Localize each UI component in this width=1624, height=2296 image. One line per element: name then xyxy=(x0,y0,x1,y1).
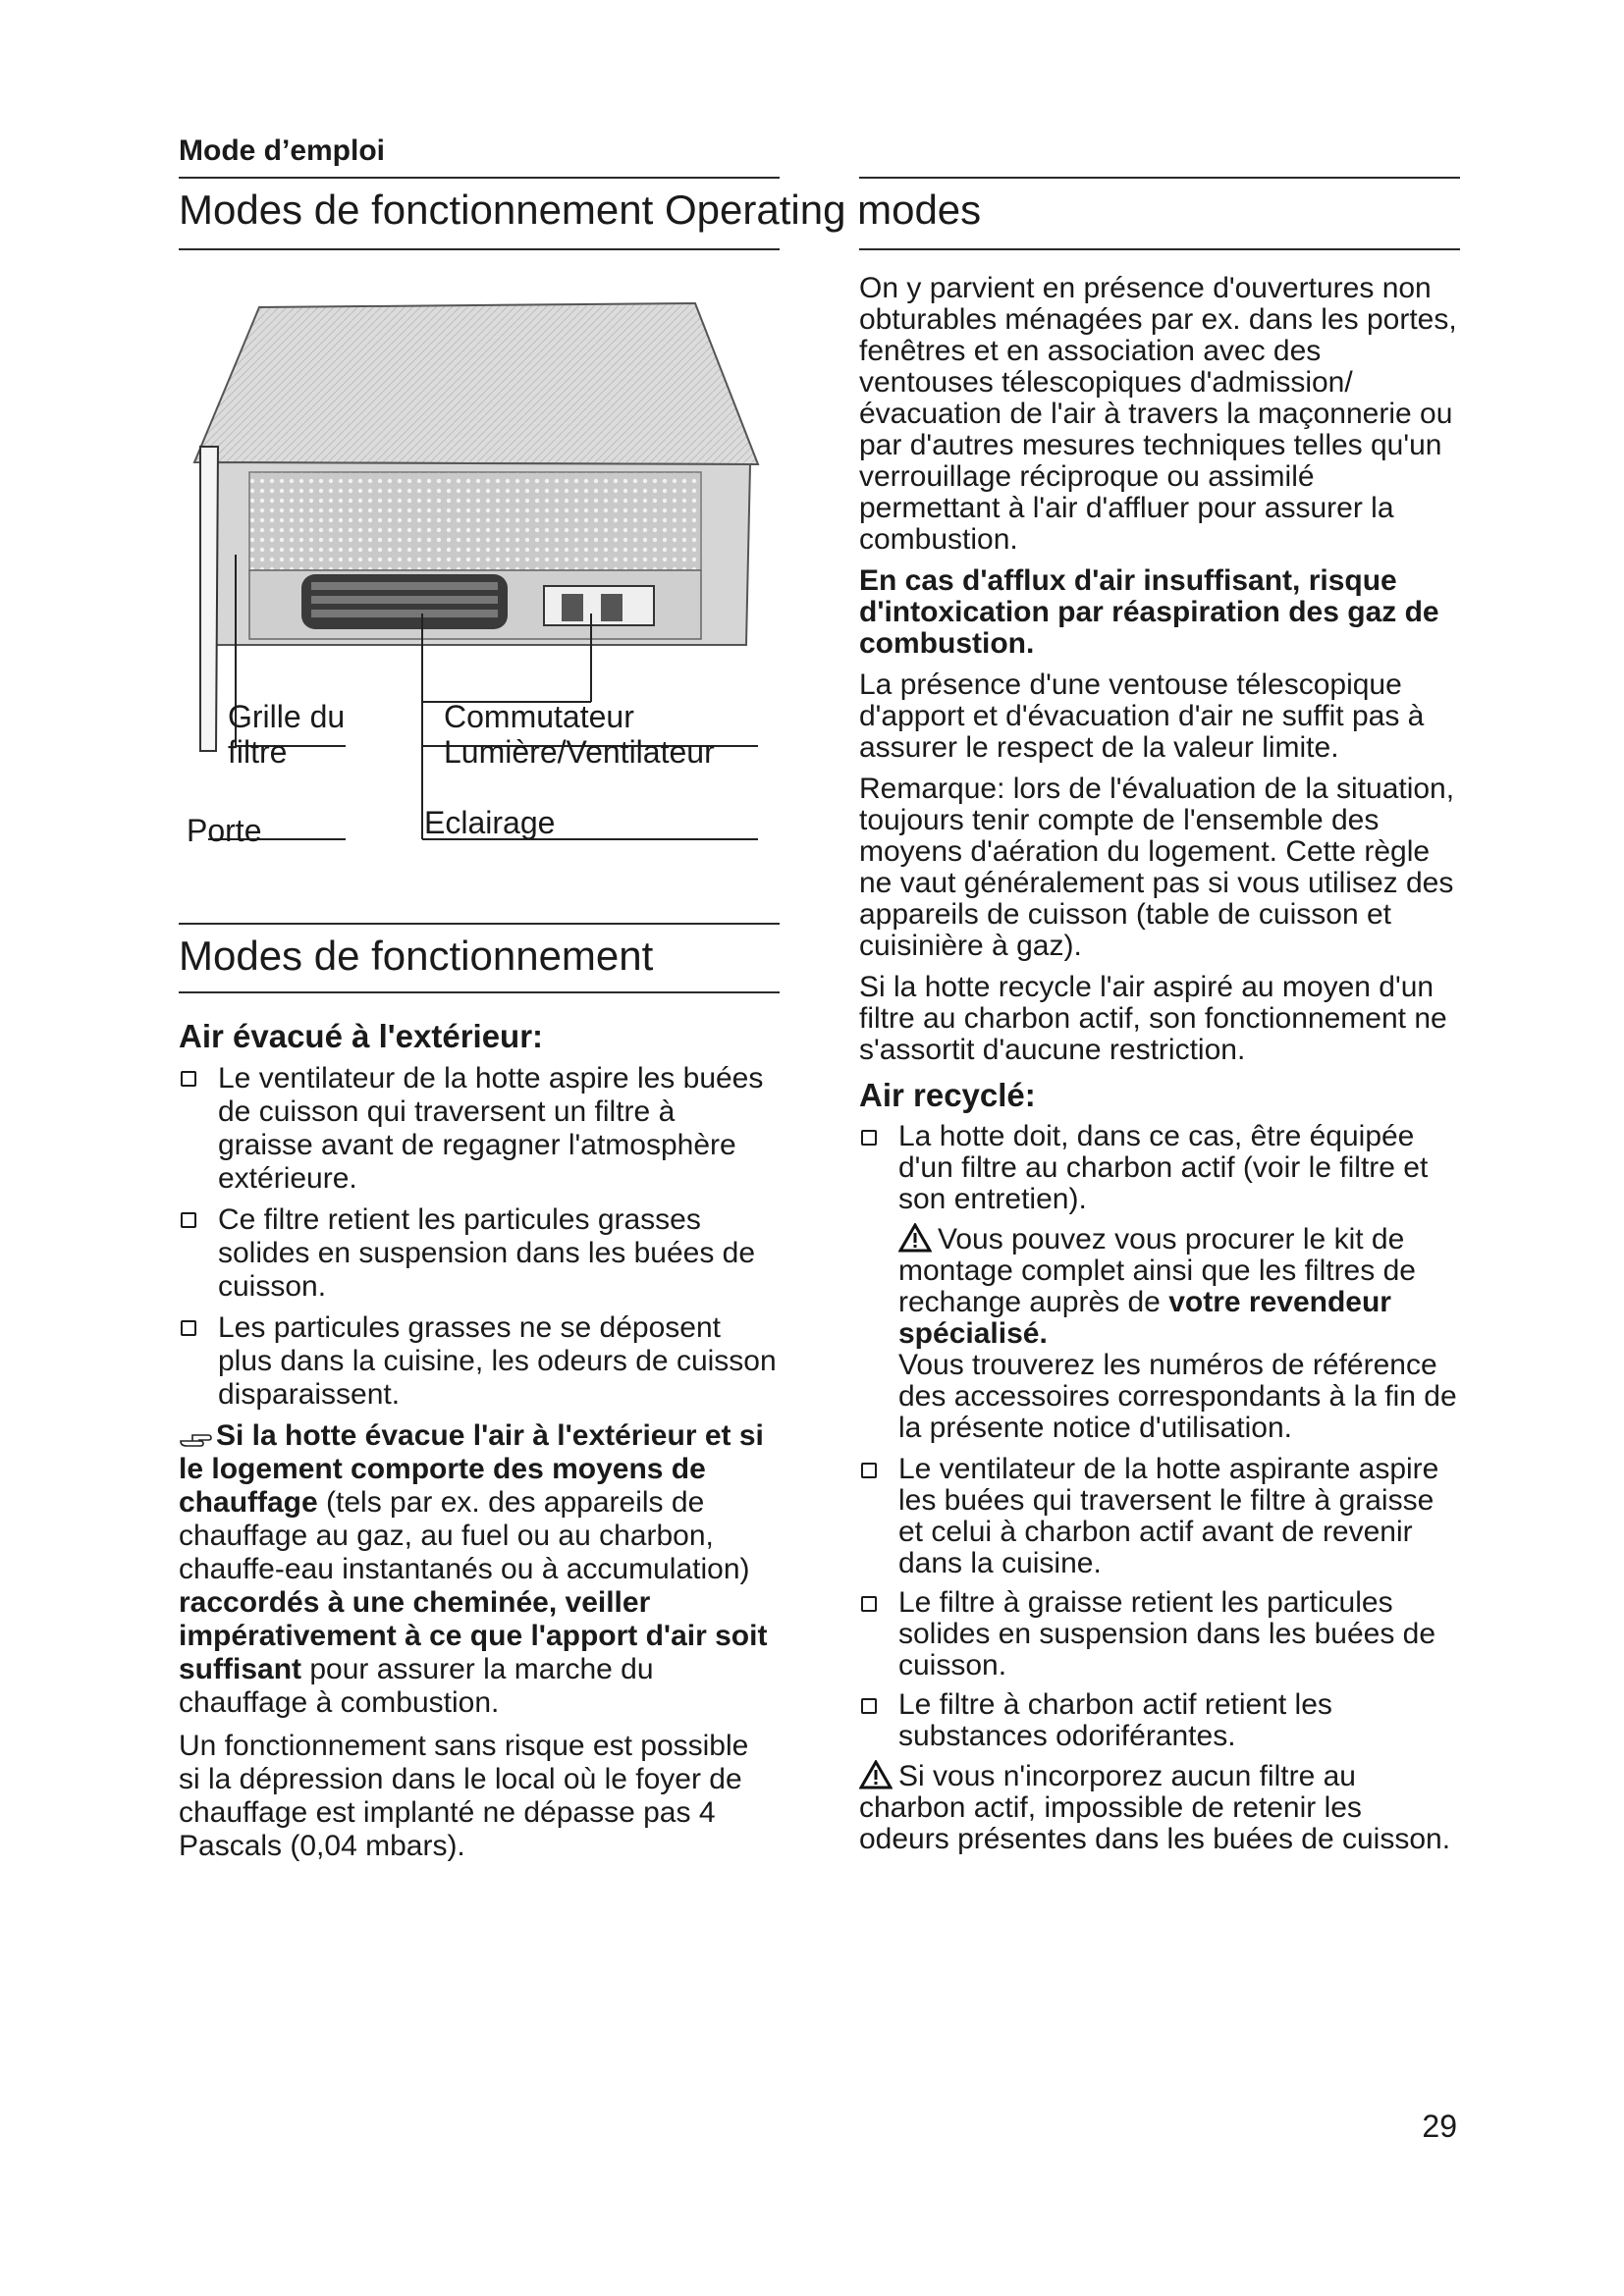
page-number: 29 xyxy=(1422,2109,1457,2144)
list-item: Ce filtre retient les particules grasses solides en suspension dans les buées de cuisson. xyxy=(179,1203,778,1304)
list-item: La hotte doit, dans ce cas, être équipée d'un filtre au charbon actif (voir le filtre et son entretien). xyxy=(859,1121,1458,1215)
label-filter-grid: Grille du filtre xyxy=(228,699,346,770)
checkbox-bullet-icon xyxy=(861,1130,877,1146)
warning-triangle-icon xyxy=(859,1760,893,1789)
title-rule-right xyxy=(859,248,1460,250)
section-rule-bottom xyxy=(179,991,780,993)
title-rule-left xyxy=(179,248,780,250)
checkbox-bullet-icon xyxy=(861,1596,877,1612)
header-rule-left xyxy=(179,177,780,179)
paragraph: On y parvient en présence d'ouvertures non obturables ménagées par ex. dans les portes, fenêtres et en association avec des ventouses télescopiques d'admission/ évacuation de l'air à travers la maçonnerie ou par d'autres mesures techniques telles qu'un verrouillage réciproque ou assimilé permettant à l'air d'affluer pour assurer la combustion. xyxy=(859,272,1457,556)
paragraph: Remarque: lors de l'évaluation de la situation, toujours tenir compte de l'ensemble des moyens d'aération du logement. Cette règle ne vaut généralement pas si vous utilisez des appareils de cuisson (table de cuisson et cuisinière à gaz). xyxy=(859,773,1455,962)
paragraph: Si la hotte recycle l'air aspiré au moyen d'un filtre au charbon actif, son fonctionnement ne s'assortit d'aucune restriction. xyxy=(859,971,1447,1066)
section-rule-top xyxy=(179,923,780,925)
checkbox-bullet-icon xyxy=(181,1071,196,1087)
section-label: Mode d’emploi xyxy=(179,134,385,167)
list-item: Le filtre à charbon actif retient les substances odoriférantes. xyxy=(859,1689,1458,1752)
heating-note: Si la hotte évacue l'air à l'extérieur et si le logement comporte des moyens de chauffage (tels par ex. des appareils de chauffage au gaz, au fuel ou au charbon, chauffe-eau instantanés ou à accumulation) raccordés à une cheminée, veiller impérativement à ce que l'apport d'air soit suffisant pour assurer la marche du chauffage à combustion. xyxy=(179,1419,768,1719)
recycle-heading: Air recyclé: xyxy=(859,1077,1036,1113)
list-item: Le filtre à graisse retient les particules solides en suspension dans les buées de cuisson. xyxy=(859,1587,1458,1682)
range-hood-illustration xyxy=(179,290,780,859)
label-door: Porte xyxy=(187,813,262,848)
risk-free-paragraph: Un fonctionnement sans risque est possible si la dépression dans le local où le foyer de chauffage est implanté ne dépasse pas 4 Pascals (0,04 mbars). xyxy=(179,1730,749,1862)
checkbox-bullet-icon xyxy=(181,1212,196,1228)
checkbox-bullet-icon xyxy=(181,1320,196,1336)
pointing-hand-icon xyxy=(179,1427,212,1449)
page-title: Modes de fonctionnement Operating modes xyxy=(179,187,982,233)
kit-notice: Vous pouvez vous procurer le kit de montage complet ainsi que les filtres de rechange auprès de votre revendeur spécialisé. Vous trouverez les numéros de référence des accessoires correspondants à la fin de la présente notice d'utilisation. xyxy=(898,1223,1457,1444)
list-item: Le ventilateur de la hotte aspire les buées de cuisson qui traversent un filtre à graisse avant de regagner l'atmosphère extérieure. xyxy=(179,1062,778,1196)
checkbox-bullet-icon xyxy=(861,1698,877,1714)
paragraph: La présence d'une ventouse télescopique d'apport et d'évacuation d'air ne suffit pas à assurer le respect de la valeur limite. xyxy=(859,668,1425,764)
air-out-heading: Air évacué à l'extérieur: xyxy=(179,1018,544,1054)
checkbox-bullet-icon xyxy=(861,1463,877,1478)
final-warning: Si vous n'incorporez aucun filtre au charbon actif, impossible de retenir les odeurs présentes dans les buées de cuisson. xyxy=(859,1760,1451,1855)
right-column xyxy=(859,273,1458,1865)
label-switch: Commutateur Lumière/Ventilateur xyxy=(444,699,715,770)
intoxication-warning: En cas d'afflux d'air insuffisant, risque d'intoxication par réaspiration des gaz de combustion. xyxy=(859,564,1439,660)
warning-triangle-icon xyxy=(898,1223,932,1253)
list-item: Les particules grasses ne se déposent plus dans la cuisine, les odeurs de cuisson disparaissent. xyxy=(179,1311,778,1412)
header-rule-right xyxy=(859,177,1460,179)
label-light: Eclairage xyxy=(424,805,556,840)
left-column xyxy=(179,1017,778,1873)
list-item: Le ventilateur de la hotte aspirante aspire les buées qui traversent le filtre à graisse et celui à charbon actif avant de revenir dans la cuisine. xyxy=(859,1454,1458,1579)
section-title: Modes de fonctionnement xyxy=(179,933,654,979)
